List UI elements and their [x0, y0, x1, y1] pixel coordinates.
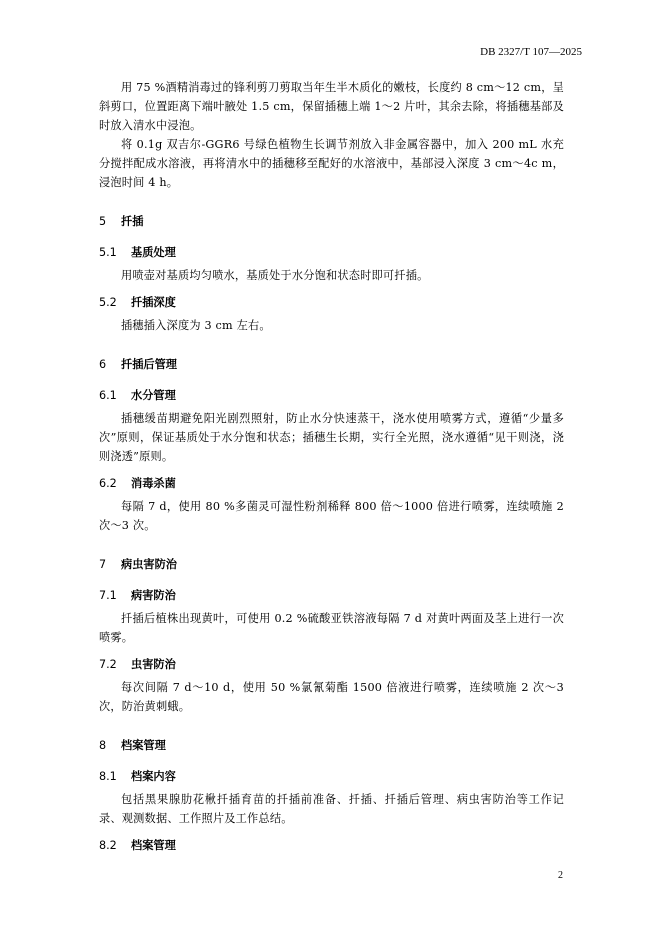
section-heading-7	[99, 556, 564, 572]
section-title: 扦插	[121, 215, 144, 228]
section-title: 扦插深度	[131, 296, 176, 309]
section-heading-8	[99, 737, 564, 753]
section-heading-5	[99, 213, 564, 229]
section-number: 7.2	[99, 658, 117, 671]
section-title: 病虫害防治	[121, 558, 177, 571]
section-number: 5.2	[99, 296, 117, 309]
section-number: 6.1	[99, 389, 117, 402]
section-number: 5.1	[99, 246, 117, 259]
section-number: 6	[99, 358, 107, 371]
page-content	[99, 78, 564, 853]
section-number: 8	[99, 739, 107, 752]
section-heading-7-1	[99, 587, 564, 603]
paragraph-substrate: 用喷壶对基质均匀喷水，基质处于水分饱和状态时即可扦插。	[121, 269, 429, 282]
section-title: 消毒杀菌	[131, 477, 176, 490]
section-number: 6.2	[99, 477, 117, 490]
section-heading-8-1	[99, 768, 564, 784]
page-number: 2	[558, 870, 563, 881]
section-heading-6-2	[99, 475, 564, 491]
section-title: 扦插后管理	[121, 358, 177, 371]
paragraph-disease-control: 扦插后植株出现黄叶，可使用 0.2 %硫酸亚铁溶液每隔 7 d 对黄叶两面及茎上进行一次喷雾。	[99, 612, 564, 644]
section-heading-5-1	[99, 244, 564, 260]
section-title: 水分管理	[131, 389, 176, 402]
paragraph-water-management: 插穗缓苗期避免阳光剧烈照射，防止水分快速蒸干，浇水使用喷雾方式，遵循“少量多次”原则，保证基质处于水分饱和状态；插穗生长期，实行全光照，浇水遵循“见干则浇，浇则浇透”原则。	[99, 412, 564, 463]
section-number: 8.1	[99, 770, 117, 783]
section-heading-8-2	[99, 837, 564, 853]
section-heading-5-2	[99, 294, 564, 310]
section-number: 5	[99, 215, 107, 228]
section-title: 档案管理	[131, 839, 176, 852]
paragraph-pest-control: 每次间隔 7 d～10 d，使用 50 %氯氰菊酯 1500 倍液进行喷雾，连续喷施 2 次～3 次，防治黄刺蛾。	[99, 681, 564, 713]
document-code: DB 2327/T 107—2025	[480, 46, 582, 58]
paragraph-depth: 插穗插入深度为 3 cm 左右。	[121, 319, 271, 332]
paragraph-cutting-preparation: 用 75 %酒精消毒过的锋利剪刀剪取当年生半木质化的嫩枝，长度约 8 cm～12 cm，呈斜剪口，位置距离下端叶腋处 1.5 cm，保留插穗上端 1～2 片叶，其余去除，将插穗基部及时放入清水中浸泡。	[99, 81, 564, 132]
section-heading-6-1	[99, 387, 564, 403]
section-number: 7.1	[99, 589, 117, 602]
section-heading-7-2	[99, 656, 564, 672]
paragraph-archive-content: 包括黑果腺肋花楸扦插育苗的扦插前准备、扦插、扦插后管理、病虫害防治等工作记录、观测数据、工作照片及工作总结。	[99, 793, 564, 825]
section-title: 病害防治	[131, 589, 176, 602]
section-title: 基质处理	[131, 246, 176, 259]
section-title: 虫害防治	[131, 658, 176, 671]
paragraph-disinfection: 每隔 7 d，使用 80 %多菌灵可湿性粉剂稀释 800 倍～1000 倍进行喷雾，连续喷施 2 次～3 次。	[99, 500, 564, 532]
section-title: 档案内容	[131, 770, 176, 783]
section-title: 档案管理	[121, 739, 166, 752]
section-number: 8.2	[99, 839, 117, 852]
paragraph-rooting-soak: 将 0.1g 双吉尔-GGR6 号绿色植物生长调节剂放入非金属容器中，加入 200 mL 水充分搅拌配成水溶液，再将清水中的插穗移至配好的水溶液中，基部浸入深度 3 cm～4c m，浸泡时间 4 h。	[99, 138, 564, 189]
section-number: 7	[99, 558, 107, 571]
section-heading-6	[99, 356, 564, 372]
